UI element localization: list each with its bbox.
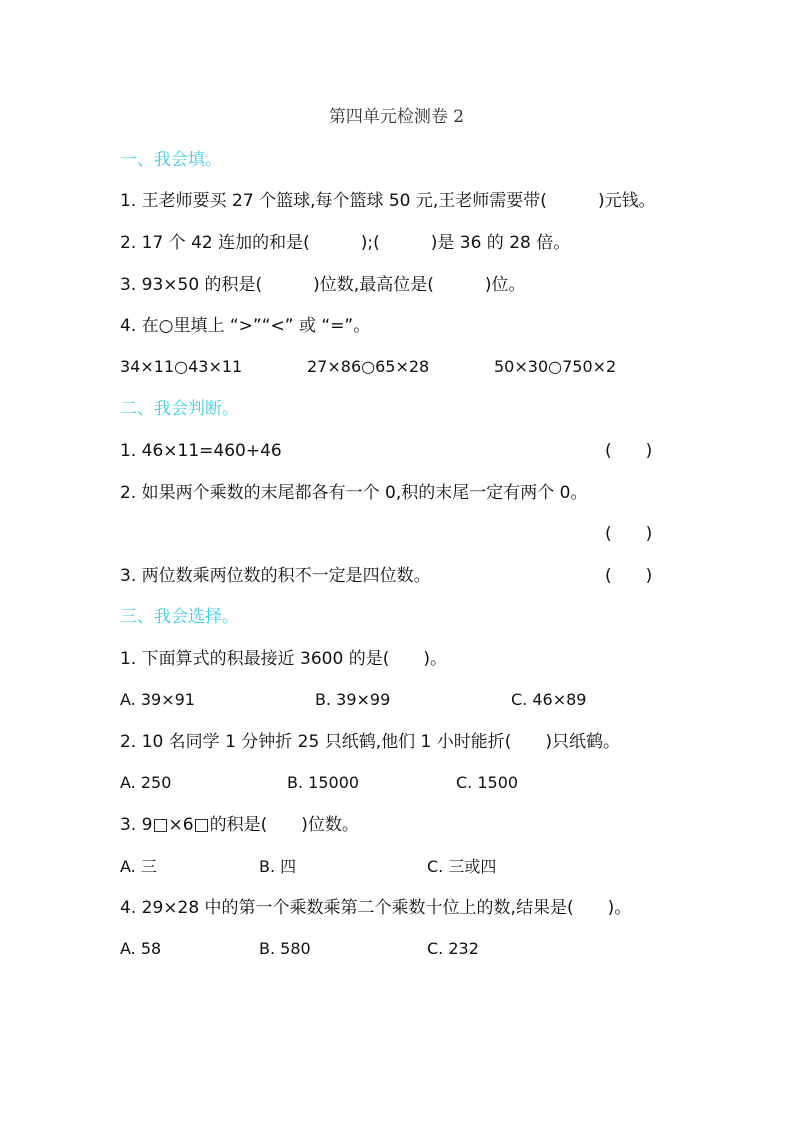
choice-question-3: 3. 9□×6□的积是( )位数。 bbox=[120, 815, 359, 835]
option-b: B. 四 bbox=[259, 857, 297, 876]
fill-question-1: 1. 王老师要买 27 个篮球,每个篮球 50 元,王老师需要带( )元钱。 bbox=[120, 191, 656, 211]
option-c: C. 46×89 bbox=[511, 690, 587, 709]
option-b: B. 39×99 bbox=[315, 690, 391, 709]
section-heading-choose: 三、我会选择。 bbox=[120, 607, 239, 627]
option-c: C. 1500 bbox=[456, 773, 519, 792]
option-c: C. 三或四 bbox=[427, 857, 497, 876]
answer-paren: ( ) bbox=[605, 441, 653, 461]
choice-question-2: 2. 10 名同学 1 分钟折 25 只纸鹤,他们 1 小时能折( )只纸鹤。 bbox=[120, 732, 621, 752]
section-heading-fill: 一、我会填。 bbox=[120, 150, 222, 170]
page-title: 第四单元检测卷 2 bbox=[328, 107, 465, 127]
option-b: B. 15000 bbox=[287, 773, 360, 792]
option-c: C. 232 bbox=[427, 939, 479, 958]
option-a: A. 三 bbox=[120, 857, 157, 876]
fill-question-3: 3. 93×50 的积是( )位数,最高位是( )位。 bbox=[120, 275, 526, 295]
judge-question-2: 2. 如果两个乘数的末尾都各有一个 0,积的末尾一定有两个 0。 bbox=[120, 483, 588, 503]
judge-question-1: 1. 46×11=460+46 bbox=[120, 441, 282, 461]
judge-question-3: 3. 两位数乘两位数的积不一定是四位数。 bbox=[120, 566, 431, 586]
fill-question-2: 2. 17 个 42 连加的和是( );( )是 36 的 28 倍。 bbox=[120, 233, 571, 253]
option-a: A. 250 bbox=[120, 773, 172, 792]
comparison-2: 27×86○65×28 bbox=[307, 357, 430, 376]
option-b: B. 580 bbox=[259, 939, 311, 958]
answer-paren: ( ) bbox=[605, 566, 653, 586]
choice-question-1: 1. 下面算式的积最接近 3600 的是( )。 bbox=[120, 649, 447, 669]
fill-question-4: 4. 在○里填上 “>”“<” 或 “=”。 bbox=[120, 316, 371, 336]
comparison-1: 34×11○43×11 bbox=[120, 357, 243, 376]
comparison-3: 50×30○750×2 bbox=[494, 357, 617, 376]
choice-question-4: 4. 29×28 中的第一个乘数乘第二个乘数十位上的数,结果是( )。 bbox=[120, 898, 632, 918]
option-a: A. 39×91 bbox=[120, 690, 195, 709]
section-heading-judge: 二、我会判断。 bbox=[120, 399, 239, 419]
option-a: A. 58 bbox=[120, 939, 162, 958]
answer-paren: ( ) bbox=[605, 524, 653, 544]
